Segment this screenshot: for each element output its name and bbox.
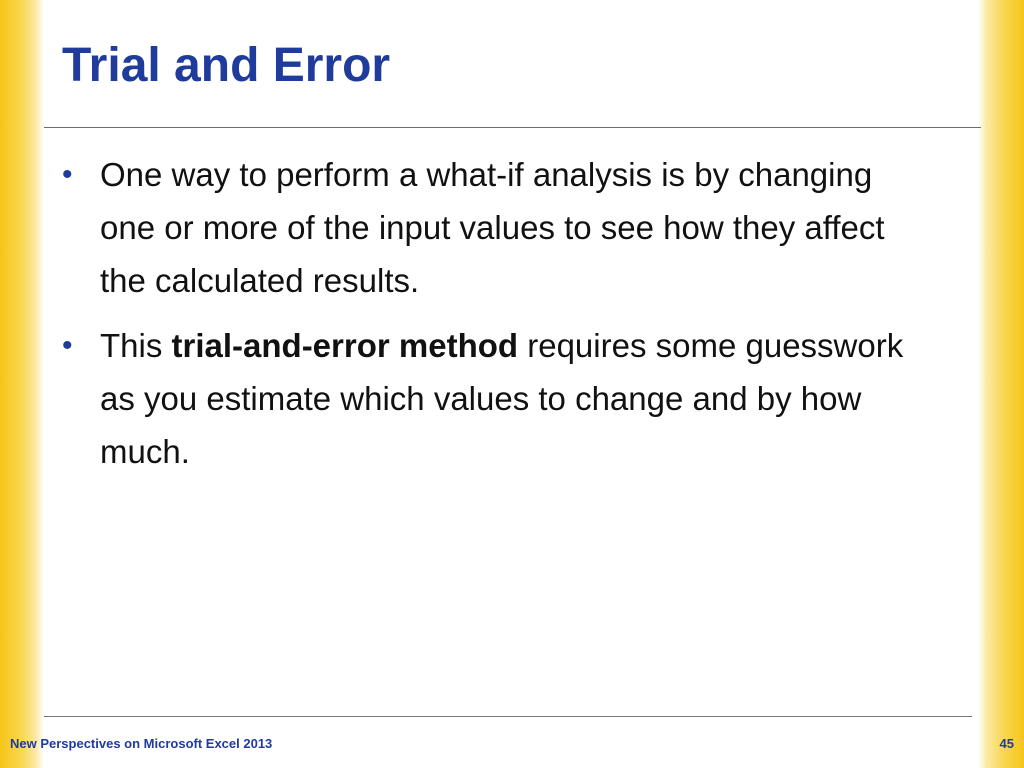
- bullet-item-1: [62, 148, 912, 307]
- bullet-list: [62, 148, 912, 490]
- footer-divider: [44, 716, 972, 717]
- bullet-dot-icon: •: [62, 158, 73, 191]
- bullet-emphasis: trial-and-error method: [171, 327, 519, 364]
- bullet-dot-icon: •: [62, 329, 73, 362]
- right-accent-bar: [978, 0, 1024, 768]
- slide-number: 45: [999, 736, 1014, 751]
- title-divider: [44, 127, 981, 128]
- bullet-text: One way to perform a what-if analysis is by changing one or more of the input values to see how they affect the calculated results.: [100, 156, 885, 299]
- bullet-item-2: [62, 319, 912, 478]
- bullet-text-lead: This: [100, 327, 172, 364]
- left-accent-bar: [0, 0, 44, 768]
- slide-title: Trial and Error: [62, 39, 391, 92]
- bullet-text-tail: requires some guesswork as you estimate which values to change and by how much.: [100, 327, 904, 470]
- footer-text: New Perspectives on Microsoft Excel 2013: [10, 736, 273, 751]
